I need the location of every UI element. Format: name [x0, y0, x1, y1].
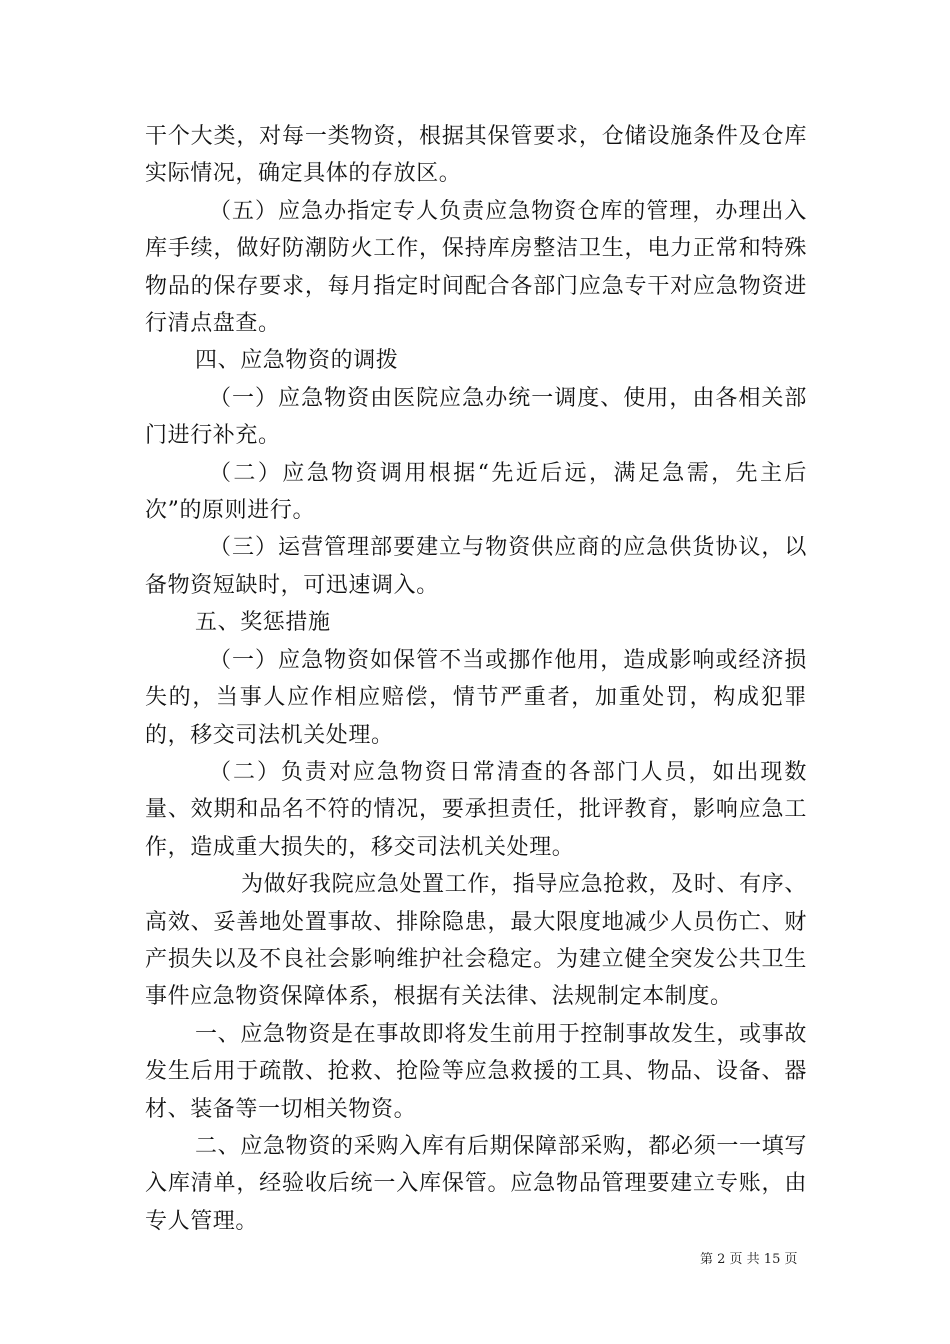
section-heading-rewards: 五、奖惩措施	[195, 610, 331, 636]
paragraph-rewards-2: （二）负责对应急物资日常清查的各部门人员，如出现数量、效期和品名不符的情况，要承担责任，批评教育，影响应急工作，造成重大损失的，移交司法机关处理。	[145, 759, 807, 860]
paragraph-allocation-2: （二）应急物资调用根据“先近后远，满足急需，先主后次”的原则进行。	[145, 460, 807, 524]
paragraph-rewards-1: （一）应急物资如保管不当或挪作他用，造成影响或经济损失的，当事人应作相应赔偿，情节严重者，加重处罚，构成犯罪的，移交司法机关处理。	[145, 647, 807, 748]
paragraph-procurement: 二、应急物资的采购入库有后期保障部采购，都必须一一填写入库清单，经验收后统一入库保管。应急物品管理要建立专账，由专人管理。	[145, 1133, 807, 1234]
paragraph-intro: 为做好我院应急处置工作，指导应急抢救，及时、有序、高效、妥善地处置事故、排除隐患，最大限度地减少人员伤亡、财产损失以及不良社会影响维护社会稳定。为建立健全突发公共卫生事件应急物资保障体系，根据有关法律、法规制定本制度。	[145, 872, 807, 1010]
paragraph-allocation-1: （一）应急物资由医院应急办统一调度、使用，由各相关部门进行补充。	[145, 385, 807, 449]
section-heading-allocation: 四、应急物资的调拨	[195, 348, 399, 374]
page-number: 第 2 页 共 15 页	[700, 1252, 798, 1267]
paragraph-item-5-warehouse: （五）应急办指定专人负责应急物资仓库的管理，办理出入库手续，做好防潮防火工作，保持库房整洁卫生，电力正常和特殊物品的保存要求，每月指定时间配合各部门应急专干对应急物资进行清点盘查。	[145, 198, 807, 337]
paragraph-allocation-3: （三）运营管理部要建立与物资供应商的应急供货协议，以备物资短缺时，可迅速调入。	[145, 535, 807, 598]
paragraph-storage-zones: 干个大类，对每一类物资，根据其保管要求，仓储设施条件及仓库实际情况，确定具体的存放区。	[145, 124, 807, 187]
paragraph-definition: 一、应急物资是在事故即将发生前用于控制事故发生，或事故发生后用于疏散、抢救、抢险等应急救援的工具、物品、设备、器材、装备等一切相关物资。	[145, 1021, 807, 1122]
document-body	[145, 118, 807, 1240]
